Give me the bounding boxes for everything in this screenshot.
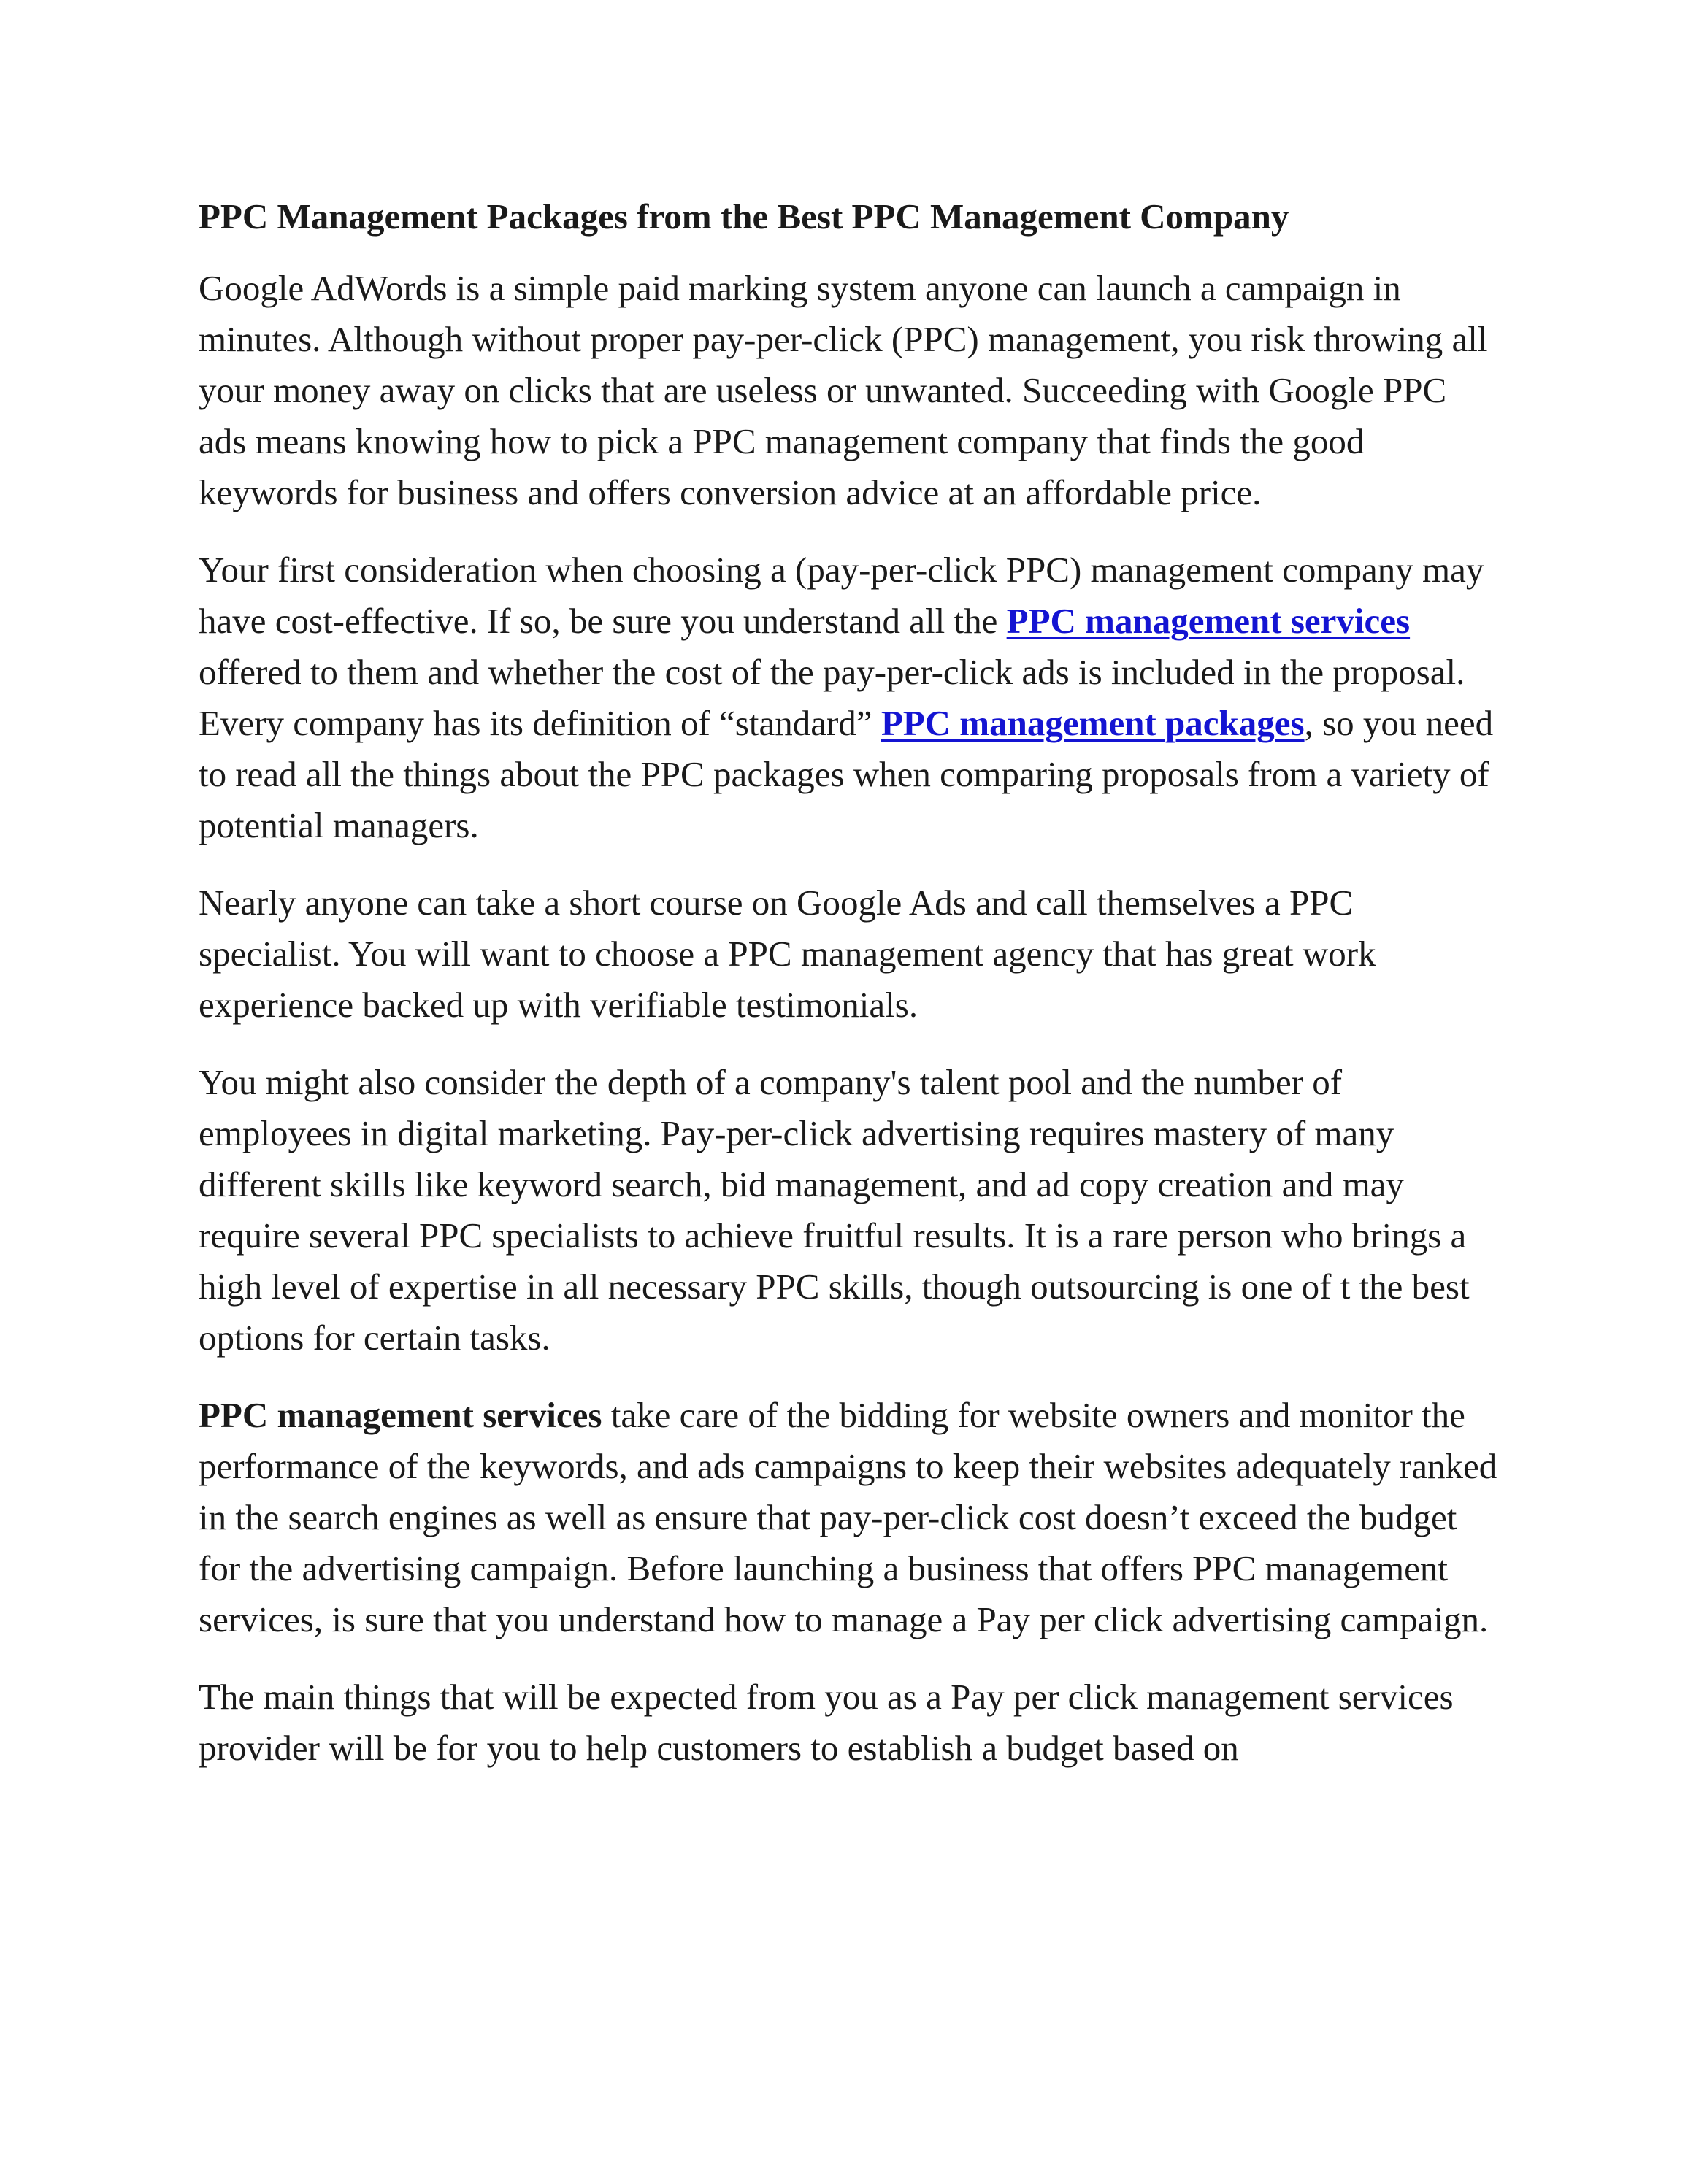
paragraph-services <box>199 1390 1498 1645</box>
paragraph-expectations: The main things that will be expected from you as a Pay per click management services provider will be for you to help customers to establish a budget based on <box>199 1677 1454 1768</box>
paragraph-specialist: Nearly anyone can take a short course on Google Ads and call themselves a PPC specialist. You will want to choose a PPC management agency that has great work experience backed up with verifiable testimonials. <box>199 883 1376 1025</box>
paragraph-intro: Google AdWords is a simple paid marking system anyone can launch a campaign in minutes. Although without proper pay-per-click (PPC) management, you risk throwing all your money away on clicks that are useless or unwanted. Succeeding with Google PPC ads means knowing how to pick a PPC management company that finds the good keywords for business and offers conversion advice at an affordable price. <box>199 268 1488 512</box>
paragraph-text: Your first consideration when choosing a (pay-per-click PPC) management company may have cost-effective. If so, be sure you understand all the <box>199 550 1484 641</box>
page-title: PPC Management Packages from the Best PPC Management Company <box>199 196 1289 237</box>
ppc-management-services-link[interactable]: PPC management services <box>1006 601 1411 641</box>
document-page <box>199 191 1498 1800</box>
paragraph-talent-pool: You might also consider the depth of a company's talent pool and the number of employees in digital marketing. Pay-per-click advertising requires mastery of many different skills like keyword search, bid management, and ad copy creation and may require several PPC specialists to achieve fruitful results. It is a rare person who brings a high level of expertise in all necessary PPC skills, though outsourcing is one of t the best options for certain tasks. <box>199 1062 1470 1358</box>
ppc-management-packages-link[interactable]: PPC management packages <box>881 703 1305 743</box>
paragraph-text: offered to them and whether the cost of the pay-per-click ads is included in the proposal. Every company has its definition of “standard” <box>199 652 1465 743</box>
bold-lead-text: PPC management services <box>199 1395 602 1435</box>
paragraph-consideration <box>199 545 1498 851</box>
paragraph-text: , so you need to read all the things about the PPC packages when comparing proposals from a variety of potential managers. <box>199 703 1494 845</box>
paragraph-text: take care of the bidding for website owners and monitor the performance of the keywords, and ads campaigns to keep their websites adequately ranked in the search engines as well as ensure that pay-per-click cost doesn’t exceed the budget for the advertising campaign. Before launching a business that offers PPC management services, is sure that you understand how to manage a Pay per click advertising campaign. <box>199 1395 1497 1639</box>
